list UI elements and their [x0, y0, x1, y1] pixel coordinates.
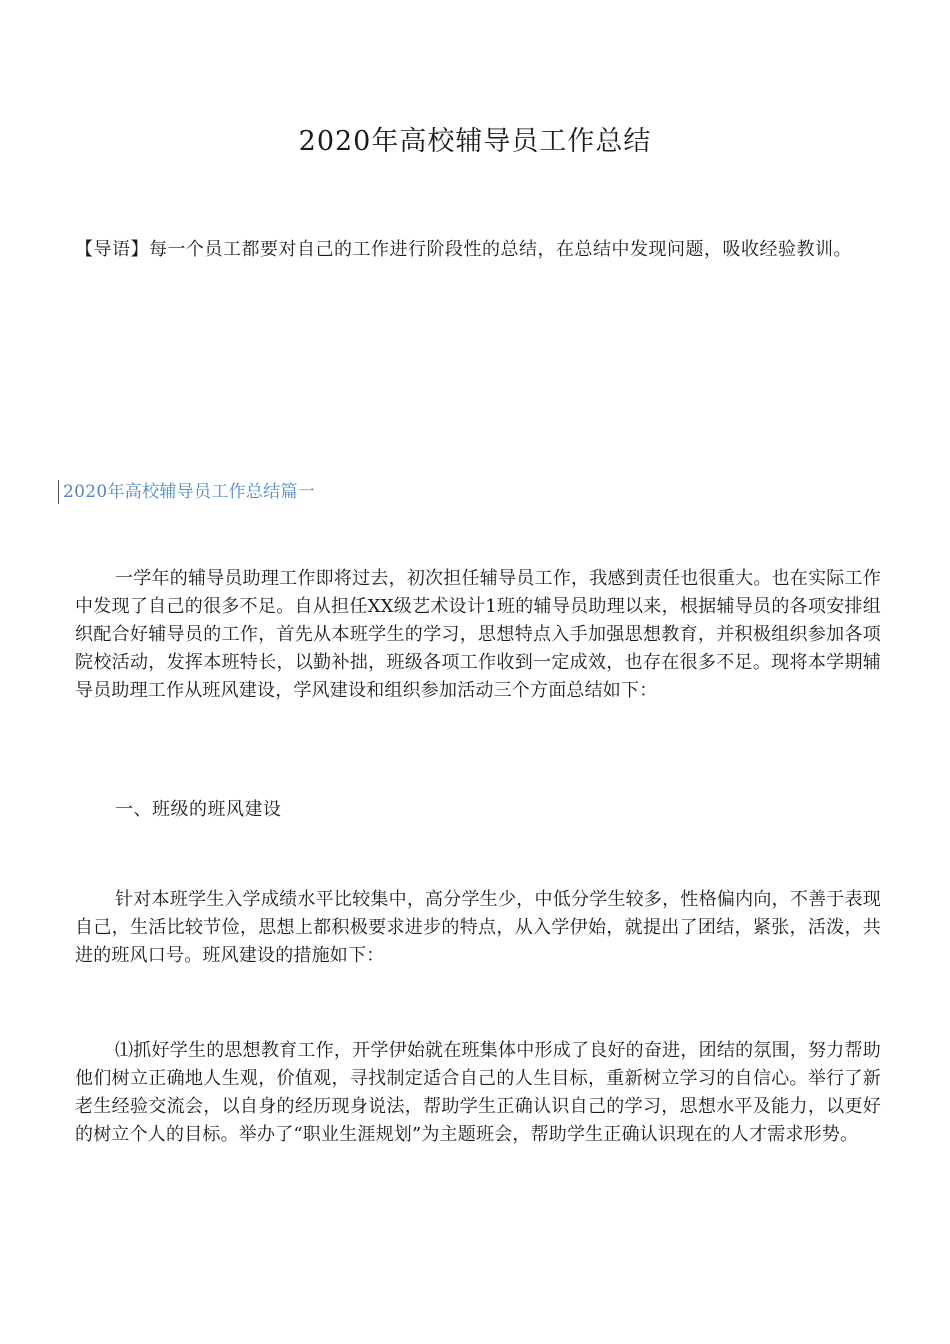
intro-paragraph: 【导语】每一个员工都要对自己的工作进行阶段性的总结，在总结中发现问题，吸收经验教训。	[75, 239, 852, 260]
body-paragraph-3: ⑴抓好学生的思想教育工作，开学伊始就在班集体中形成了良好的奋进，团结的氛围，努力帮助他们树立正确地人生观，价值观，寻找制定适合自己的人生目标，重新树立学习的自信心。举行了新老生经验交流会，以自身的经历现身说法，帮助学生正确认识自己的学习，思想水平及能力，以更好的树立个人的目标。举办了“职业生涯规划”为主题班会，帮助学生正确认识现在的人才需求形势。	[75, 1040, 881, 1145]
body-paragraph-1: 一学年的辅导员助理工作即将过去，初次担任辅导员工作，我感到责任也很重大。也在实际工作中发现了自己的很多不足。自从担任XX级艺术设计1班的辅导员助理以来，根据辅导员的各项安排组织配合好辅导员的工作，首先从本班学生的学习，思想特点入手加强思想教育，并积极组织参加各项院校活动，发挥本班特长，以勤补拙，班级各项工作收到一定成效，也存在很多不足。现将本学期辅导员助理工作从班风建设，学风建设和组织参加活动三个方面总结如下：	[75, 568, 881, 701]
subheading-class-style: 一、班级的班风建设	[115, 799, 282, 820]
document-title: 2020年高校辅导员工作总结	[298, 126, 652, 157]
section-heading-link[interactable]: 2020年高校辅导员工作总结篇一	[58, 480, 315, 504]
body-paragraph-2: 针对本班学生入学成绩水平比较集中，高分学生少，中低分学生较多，性格偏内向，不善于表现自己，生活比较节俭，思想上都积极要求进步的特点，从入学伊始，就提出了团结，紧张，活泼，共进的班风口号。班风建设的措施如下：	[75, 889, 881, 966]
